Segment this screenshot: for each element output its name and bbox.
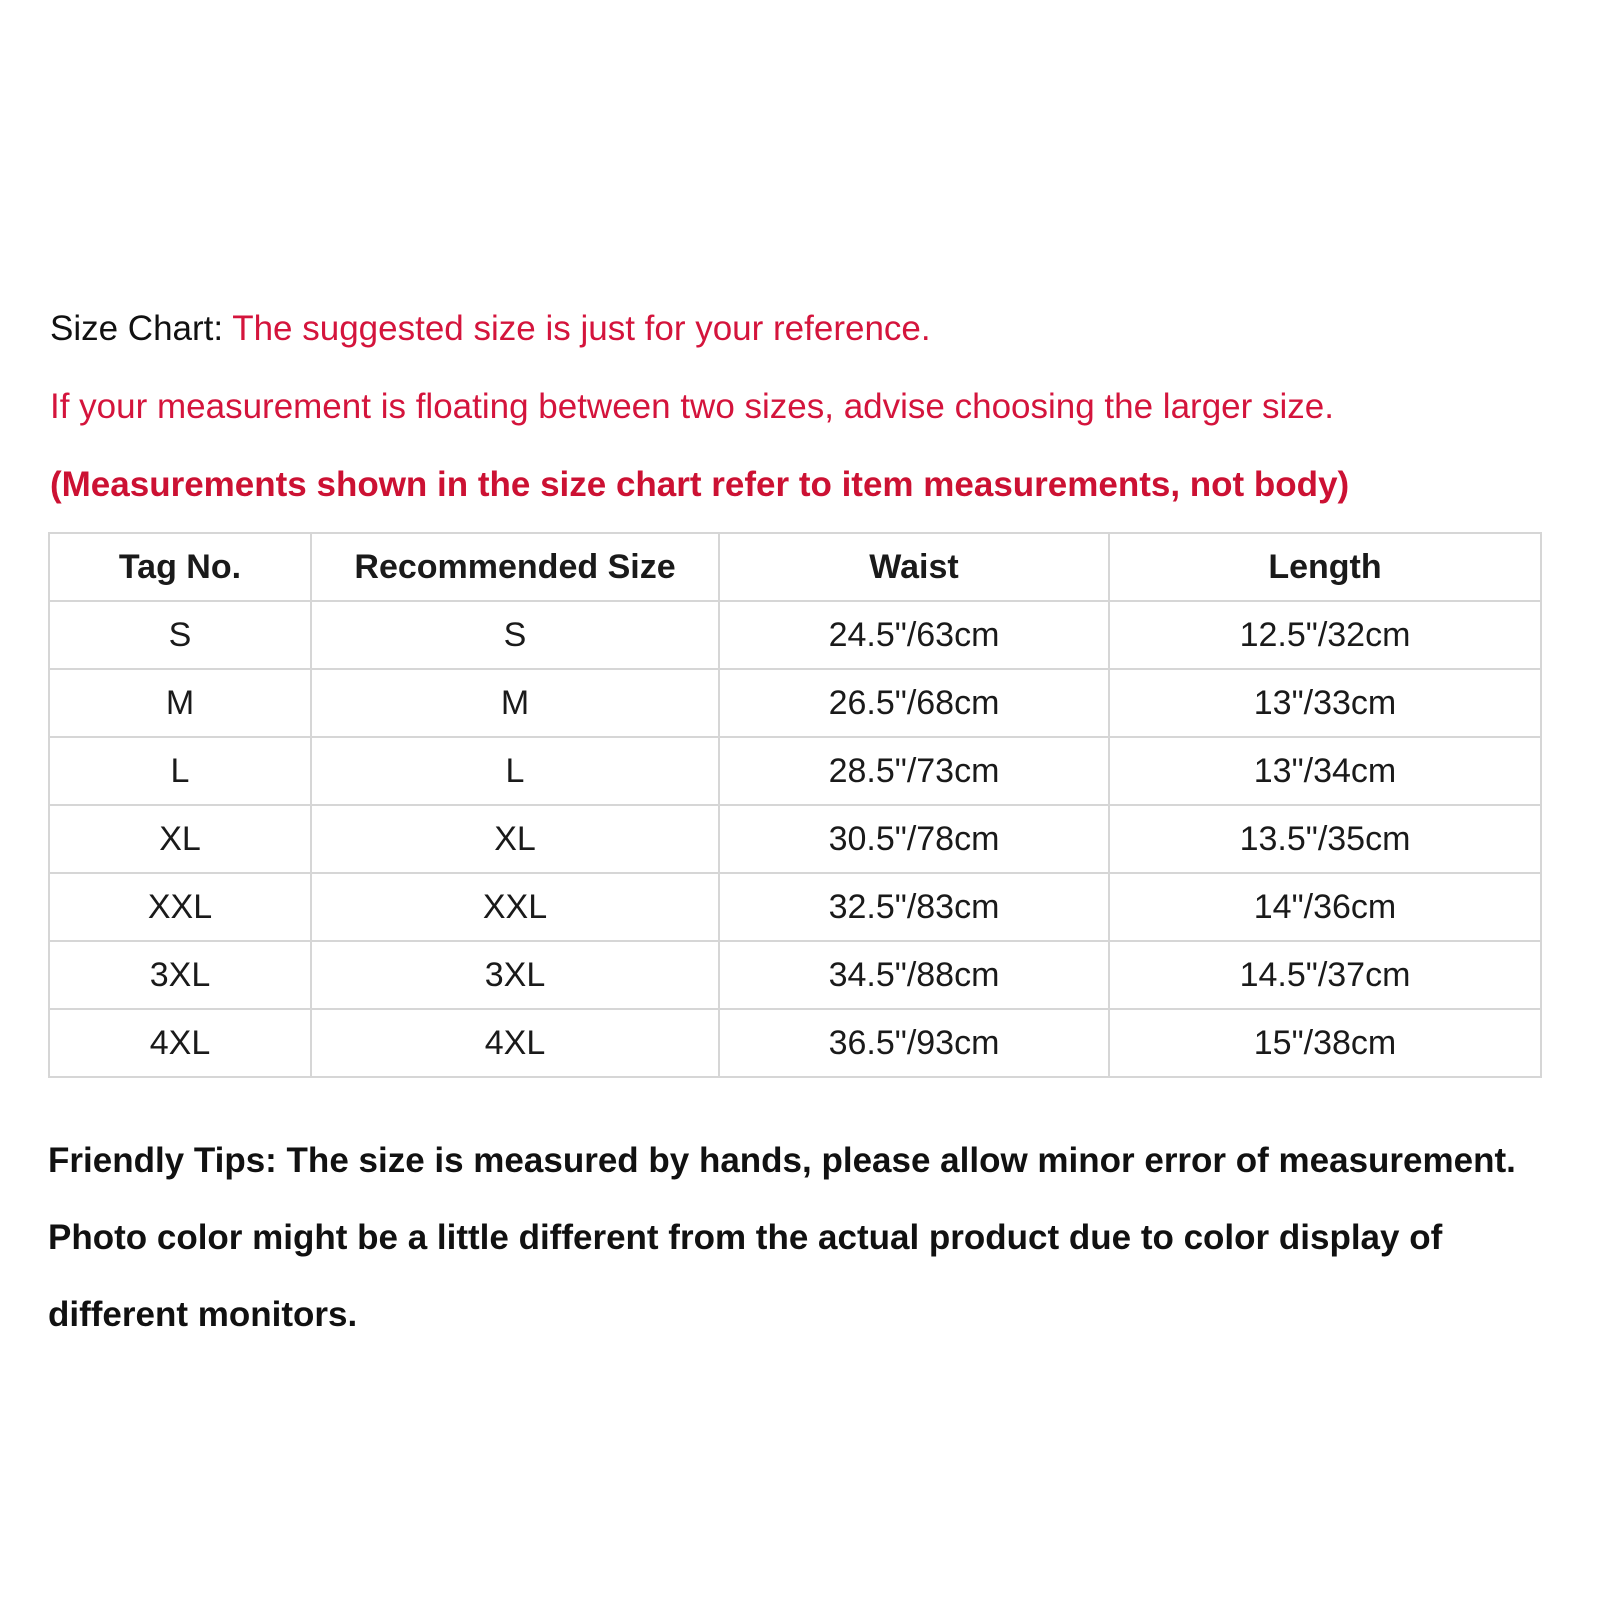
waist-cell: 24.5"/63cm bbox=[719, 601, 1109, 669]
header-tag-no: Tag No. bbox=[49, 533, 311, 601]
tip-measurement-error: Friendly Tips: The size is measured by hands, please allow minor error of measurement. bbox=[48, 1141, 1516, 1180]
table-row bbox=[49, 601, 1541, 669]
tag-cell: XXL bbox=[49, 873, 311, 941]
larger-size-advice: If your measurement is floating between two sizes, advise choosing the larger size. bbox=[50, 387, 1334, 426]
recommended-size-cell: M bbox=[311, 669, 719, 737]
recommended-size-cell: S bbox=[311, 601, 719, 669]
tag-cell: 3XL bbox=[49, 941, 311, 1009]
table-row bbox=[49, 873, 1541, 941]
friendly-tips bbox=[48, 1122, 1568, 1353]
waist-cell: 36.5"/93cm bbox=[719, 1009, 1109, 1077]
length-cell: 15"/38cm bbox=[1109, 1009, 1541, 1077]
table-header-row bbox=[49, 533, 1541, 601]
table-row bbox=[49, 941, 1541, 1009]
size-chart-heading bbox=[50, 290, 1550, 368]
waist-cell: 30.5"/78cm bbox=[719, 805, 1109, 873]
length-cell: 12.5"/32cm bbox=[1109, 601, 1541, 669]
waist-cell: 26.5"/68cm bbox=[719, 669, 1109, 737]
table-row bbox=[49, 1009, 1541, 1077]
tag-cell: S bbox=[49, 601, 311, 669]
recommended-size-cell: XXL bbox=[311, 873, 719, 941]
length-cell: 14.5"/37cm bbox=[1109, 941, 1541, 1009]
length-cell: 13.5"/35cm bbox=[1109, 805, 1541, 873]
tag-cell: M bbox=[49, 669, 311, 737]
header-length: Length bbox=[1109, 533, 1541, 601]
table-row bbox=[49, 669, 1541, 737]
tip-photo-color: Photo color might be a little different from the actual product due to color display of bbox=[48, 1218, 1443, 1257]
recommended-size-cell: XL bbox=[311, 805, 719, 873]
measurements-note: (Measurements shown in the size chart refer to item measurements, not body) bbox=[50, 465, 1350, 504]
waist-cell: 32.5"/83cm bbox=[719, 873, 1109, 941]
size-chart-intro bbox=[50, 290, 1550, 524]
header-waist: Waist bbox=[719, 533, 1109, 601]
recommended-size-cell: 4XL bbox=[311, 1009, 719, 1077]
length-cell: 14"/36cm bbox=[1109, 873, 1541, 941]
tag-cell: XL bbox=[49, 805, 311, 873]
tip-monitors: different monitors. bbox=[48, 1295, 358, 1334]
tag-cell: 4XL bbox=[49, 1009, 311, 1077]
header-recommended-size: Recommended Size bbox=[311, 533, 719, 601]
table-row bbox=[49, 805, 1541, 873]
recommended-size-cell: 3XL bbox=[311, 941, 719, 1009]
tag-cell: L bbox=[49, 737, 311, 805]
waist-cell: 34.5"/88cm bbox=[719, 941, 1109, 1009]
table-row bbox=[49, 737, 1541, 805]
length-cell: 13"/34cm bbox=[1109, 737, 1541, 805]
size-chart-label: Size Chart: bbox=[50, 309, 224, 348]
length-cell: 13"/33cm bbox=[1109, 669, 1541, 737]
recommended-size-cell: L bbox=[311, 737, 719, 805]
size-table bbox=[48, 532, 1542, 1078]
reference-note: The suggested size is just for your reference. bbox=[223, 309, 931, 348]
waist-cell: 28.5"/73cm bbox=[719, 737, 1109, 805]
